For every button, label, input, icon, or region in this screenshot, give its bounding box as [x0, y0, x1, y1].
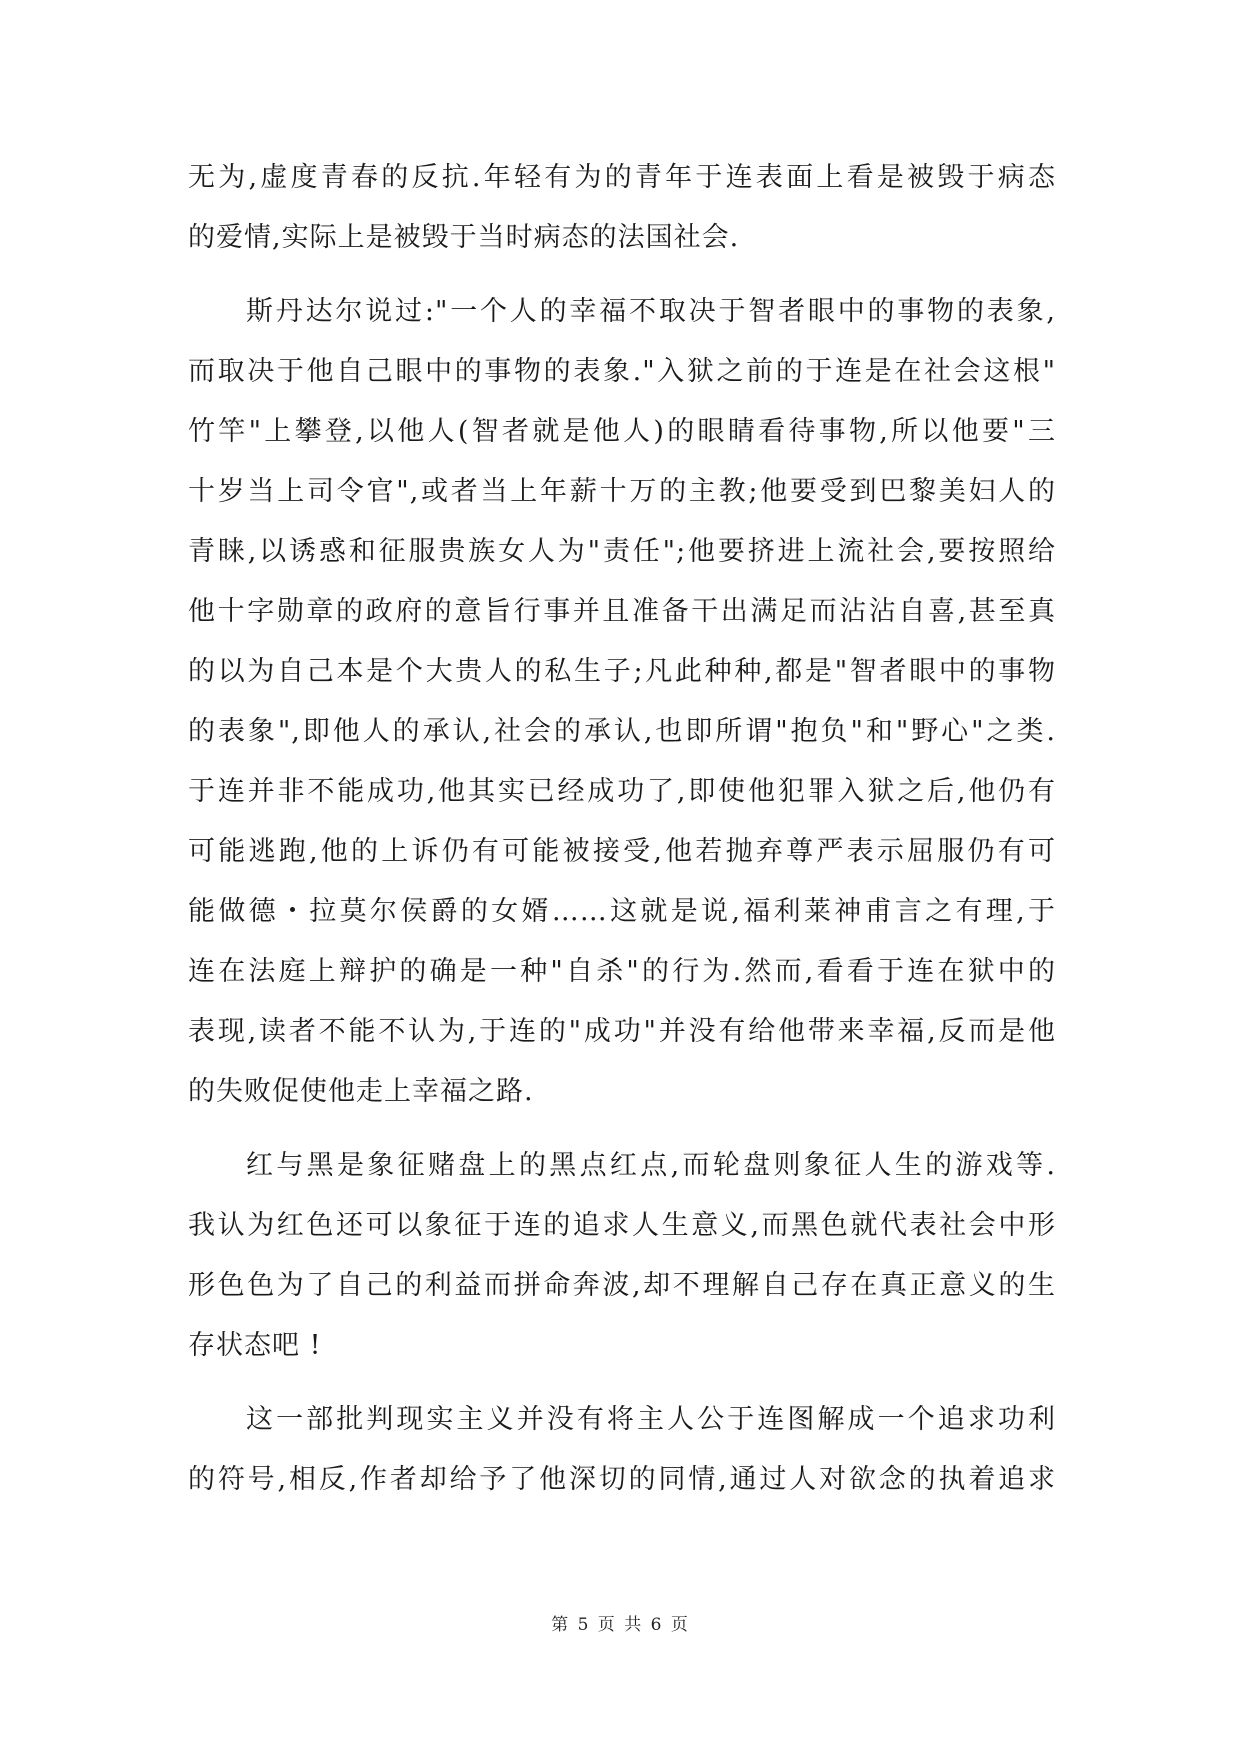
text-line: 存状态吧 ! [188, 1330, 322, 1361]
text-line: 红与黑是象征赌盘上的黑点红点,而轮盘则象征人生的游戏等. [246, 1150, 1056, 1181]
text-line: 的符号,相反,作者却给予了他深切的同情,通过人对欲念的执着追求 [188, 1464, 1056, 1495]
text-line: 竹竿"上攀登,以他人(智者就是他人)的眼睛看待事物,所以他要"三 [188, 416, 1056, 447]
text-line: 斯丹达尔说过:"一个人的幸福不取决于智者眼中的事物的表象, [246, 296, 1056, 327]
paragraph [188, 148, 1056, 268]
text-line: 十岁当上司令官",或者当上年薪十万的主教;他要受到巴黎美妇人的 [188, 476, 1056, 507]
text-line: 的以为自己本是个大贵人的私生子;凡此种种,都是"智者眼中的事物 [188, 656, 1056, 687]
text-line: 于连并非不能成功,他其实已经成功了,即使他犯罪入狱之后,他仍有 [188, 776, 1056, 807]
document-body [188, 148, 1056, 1510]
text-line: 的爱情,实际上是被毁于当时病态的法国社会. [188, 222, 740, 253]
text-line: 可能逃跑,他的上诉仍有可能被接受,他若抛弃尊严表示屈服仍有可 [188, 836, 1056, 867]
paragraph [188, 282, 1056, 1122]
text-line: 形色色为了自己的利益而拼命奔波,却不理解自己存在真正意义的生 [188, 1270, 1056, 1301]
paragraph [188, 1390, 1056, 1510]
text-line: 这一部批判现实主义并没有将主人公于连图解成一个追求功利 [246, 1404, 1056, 1435]
page-number-footer: 第 5 页 共 6 页 [551, 1615, 690, 1635]
text-line: 青睐,以诱惑和征服贵族女人为"责任";他要挤进上流社会,要按照给 [188, 536, 1056, 567]
text-line: 的表象",即他人的承认,社会的承认,也即所谓"抱负"和"野心"之类. [188, 716, 1056, 747]
text-line: 表现,读者不能不认为,于连的"成功"并没有给他带来幸福,反而是他 [188, 1016, 1056, 1047]
text-line: 的失败促使他走上幸福之路. [188, 1076, 534, 1107]
text-line: 连在法庭上辩护的确是一种"自杀"的行为.然而,看看于连在狱中的 [188, 956, 1056, 987]
text-line: 我认为红色还可以象征于连的追求人生意义,而黑色就代表社会中形 [188, 1210, 1056, 1241]
text-line: 他十字勋章的政府的意旨行事并且准备干出满足而沾沾自喜,甚至真 [188, 596, 1056, 627]
paragraph [188, 1136, 1056, 1376]
text-line: 而取决于他自己眼中的事物的表象."入狱之前的于连是在社会这根" [188, 356, 1056, 387]
text-line: 能做德・拉莫尔侯爵的女婿……这就是说,福利莱神甫言之有理,于 [188, 896, 1056, 927]
text-line: 无为,虚度青春的反抗.年轻有为的青年于连表面上看是被毁于病态 [188, 162, 1056, 193]
